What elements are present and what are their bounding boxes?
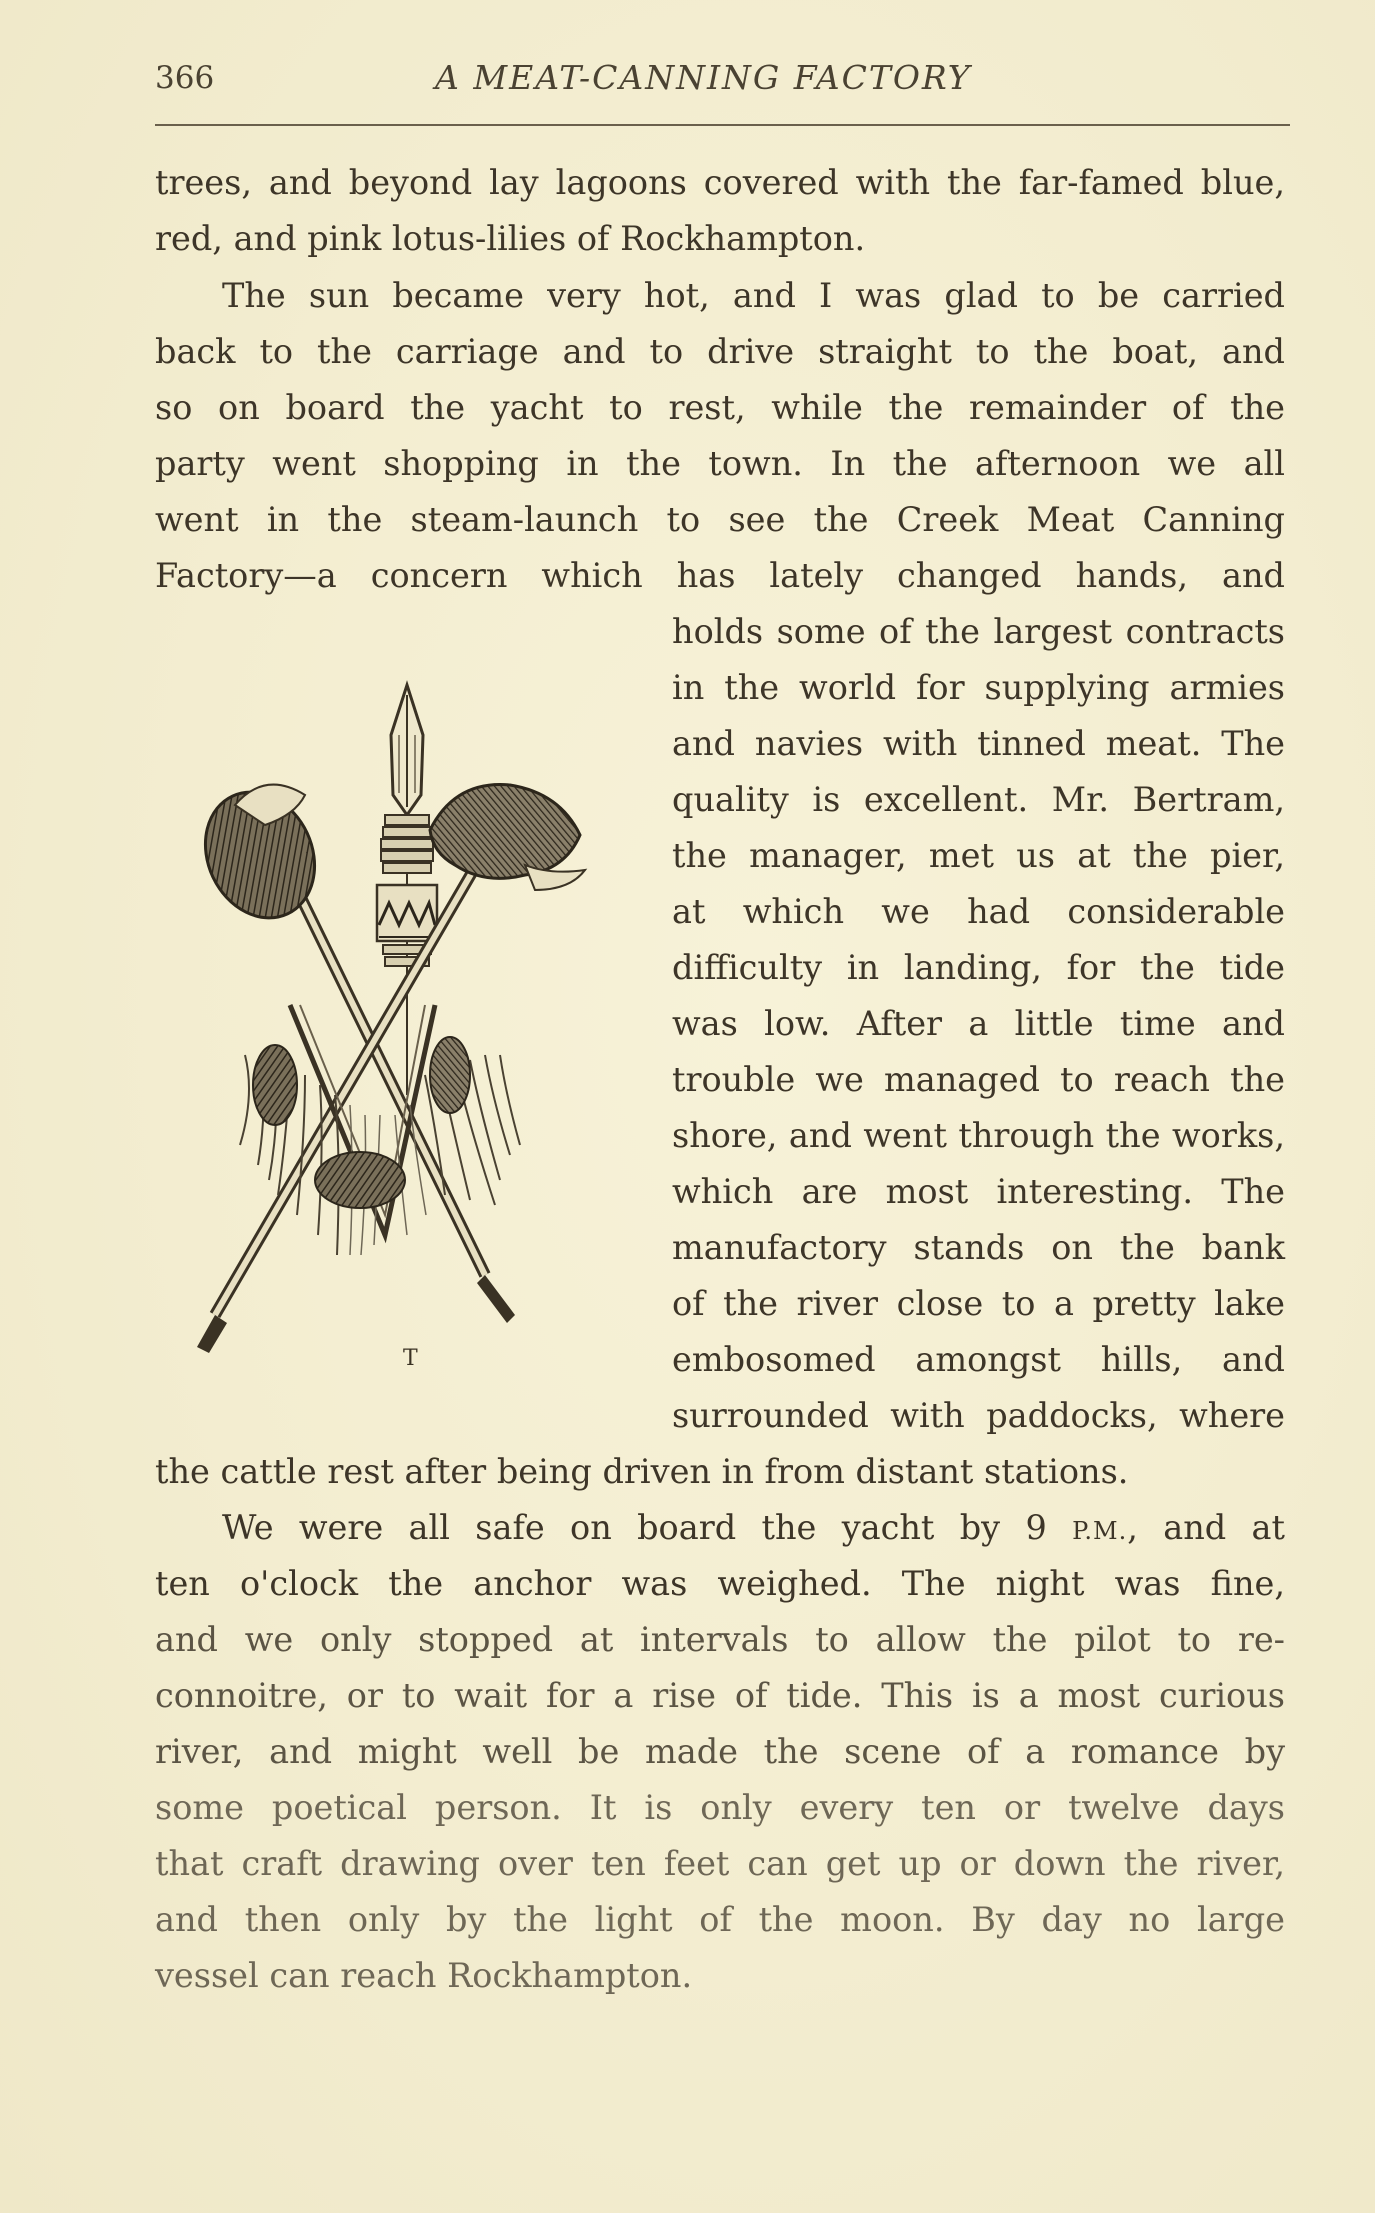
text-line: back to the carriage and to drive straight to the boat, and bbox=[155, 332, 1285, 371]
text-line: trees, and beyond lay lagoons covered with the far-famed blue, bbox=[155, 163, 1285, 202]
text-line: at which we had considerable bbox=[672, 892, 1285, 931]
text-line: Factory—a concern which has lately changed hands, and bbox=[155, 556, 1285, 595]
text-line: river, and might well be made the scene of a romance by bbox=[155, 1732, 1285, 1771]
text-line: went in the steam-launch to see the Creek Meat Canning bbox=[155, 500, 1285, 539]
text-line: We were all safe on board the yacht by 9 P.M., and at bbox=[222, 1508, 1285, 1547]
text-line: red, and pink lotus-lilies of Rockhampton. bbox=[155, 219, 866, 258]
text-line: vessel can reach Rockhampton. bbox=[155, 1956, 693, 1995]
text-line: the manager, met us at the pier, bbox=[672, 836, 1285, 875]
text-line: The sun became very hot, and I was glad to be carried bbox=[222, 276, 1285, 315]
text-line: party went shopping in the town. In the afternoon we all bbox=[155, 444, 1285, 483]
text-line: ten o'clock the anchor was weighed. The night was fine, bbox=[155, 1564, 1285, 1603]
text-line: surrounded with paddocks, where bbox=[672, 1396, 1285, 1435]
text-line: trouble we managed to reach the bbox=[672, 1060, 1285, 1099]
text-line: holds some of the largest contracts bbox=[672, 612, 1285, 651]
text-line: embosomed amongst hills, and bbox=[672, 1340, 1285, 1379]
running-head bbox=[155, 52, 1290, 112]
header-rule bbox=[155, 124, 1290, 126]
text-line: manufactory stands on the bank bbox=[672, 1228, 1285, 1267]
text-line: was low. After a little time and bbox=[672, 1004, 1285, 1043]
text-line: and then only by the light of the moon. By day no large bbox=[155, 1900, 1285, 1939]
text-line: some poetical person. It is only every ten or twelve days bbox=[155, 1788, 1285, 1827]
page-number: 366 bbox=[155, 60, 215, 96]
text-line: that craft drawing over ten feet can get up or down the river, bbox=[155, 1844, 1285, 1883]
text-line: and navies with tinned meat. The bbox=[672, 724, 1285, 763]
text-line: in the world for supplying armies bbox=[672, 668, 1285, 707]
running-title: A MEAT-CANNING FACTORY bbox=[435, 58, 972, 97]
crossed-clubs-and-spear-icon bbox=[185, 675, 615, 1385]
text-line: difficulty in landing, for the tide bbox=[672, 948, 1285, 987]
text-line: quality is excellent. Mr. Bertram, bbox=[672, 780, 1285, 819]
text-line: the cattle rest after being driven in from distant stations. bbox=[155, 1452, 1129, 1491]
text-line: and we only stopped at intervals to allow the pilot to re- bbox=[155, 1620, 1285, 1659]
engraver-signature: T bbox=[403, 1346, 418, 1371]
text-line: of the river close to a pretty lake bbox=[672, 1284, 1285, 1323]
text-line: shore, and went through the works, bbox=[672, 1116, 1285, 1155]
text-line: which are most interesting. The bbox=[672, 1172, 1285, 1211]
text-line: connoitre, or to wait for a rise of tide. This is a most curious bbox=[155, 1676, 1285, 1715]
text-line: so on board the yacht to rest, while the remainder of the bbox=[155, 388, 1285, 427]
